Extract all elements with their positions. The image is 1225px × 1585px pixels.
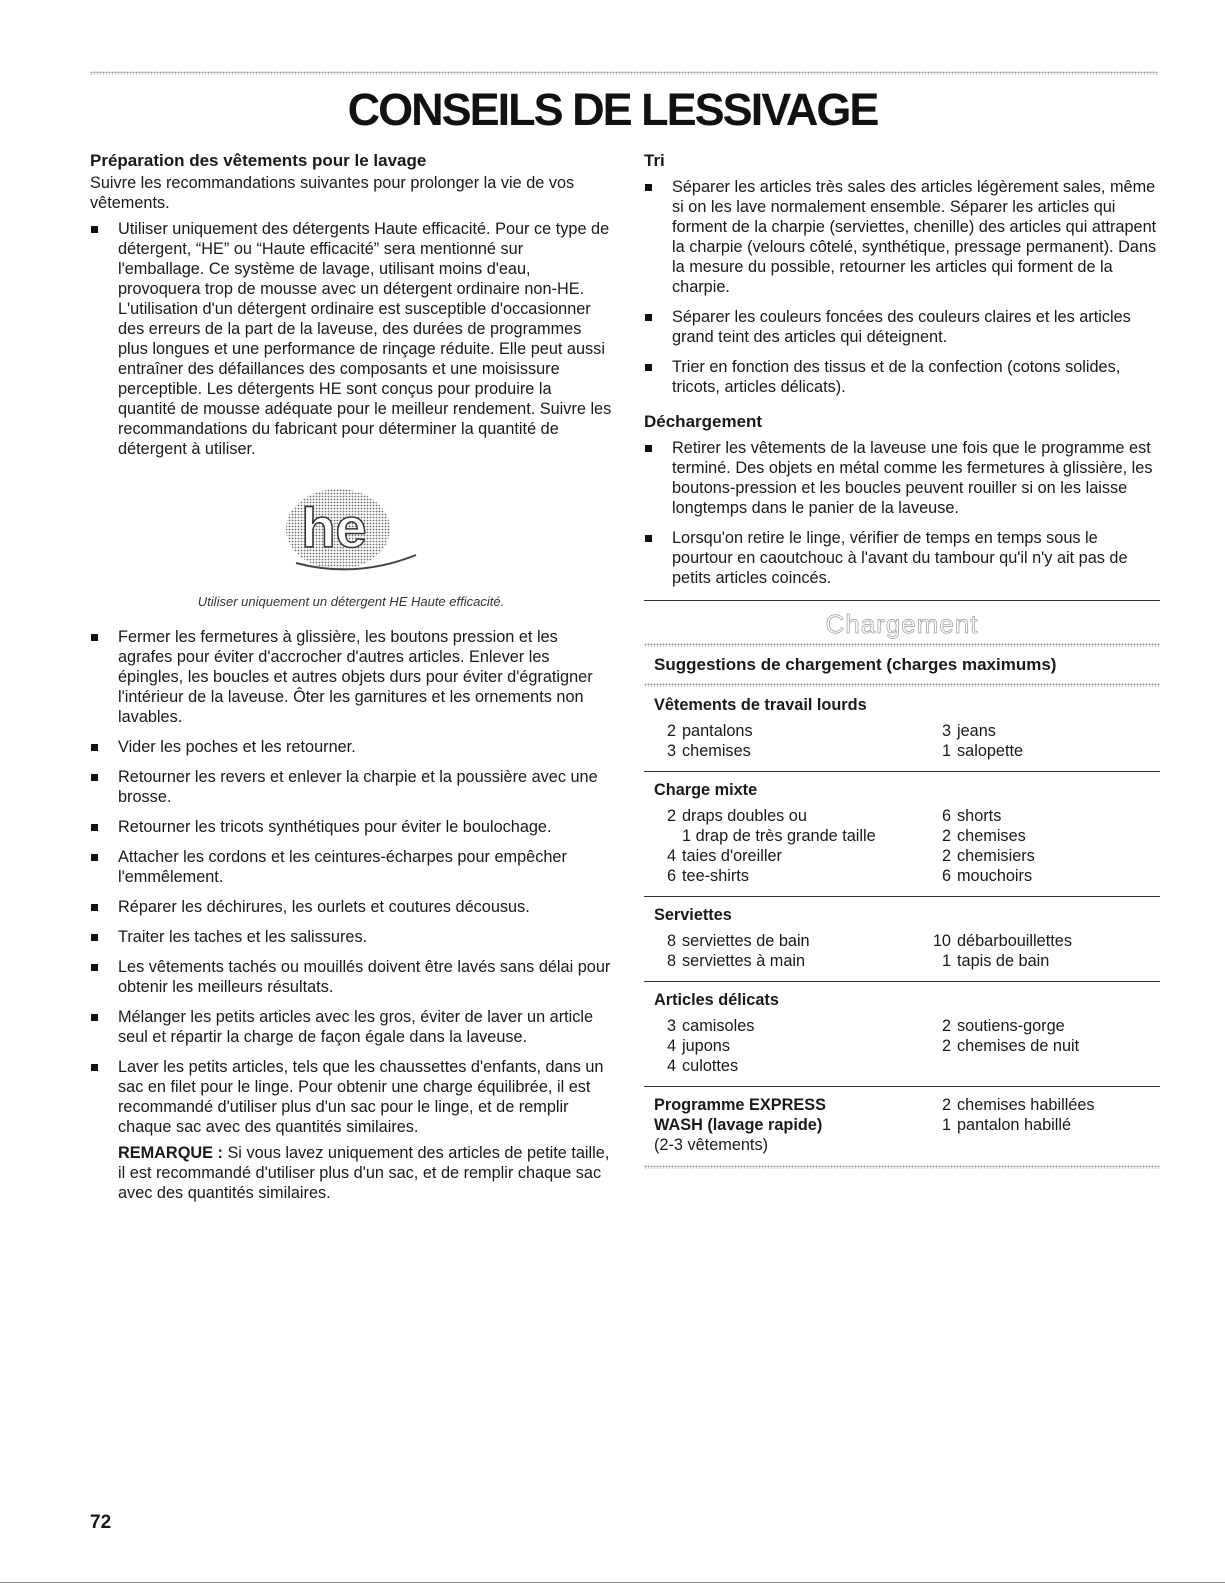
table-row	[654, 951, 1160, 971]
group-title: Vêtements de travail lourds	[654, 696, 867, 714]
group-title: WASH (lavage rapide)	[654, 1116, 823, 1134]
dotted-rule	[644, 1165, 1160, 1169]
quantity: 1	[941, 742, 951, 760]
quantity: 3	[666, 1017, 676, 1035]
item-name: chemisiers	[957, 847, 1035, 865]
item-name: camisoles	[682, 1017, 755, 1035]
item-name: pantalons	[682, 722, 753, 740]
item-name: mouchoirs	[957, 867, 1033, 885]
left-column	[90, 150, 612, 1203]
divider	[644, 600, 1160, 601]
table-row	[654, 1016, 1160, 1036]
item-name: salopette	[957, 742, 1024, 760]
list-item: Mélanger les petits articles avec les gros, éviter de laver un article seul et répartir la charge de façon égale dans la laveuse.	[90, 1007, 612, 1047]
section-heading-dechargement: Déchargement	[644, 412, 763, 431]
list-item: Laver les petits articles, tels que les chaussettes d'enfants, dans un sac en filet pour le linge. Pour obtenir une charge équilibrée, il est recommandé d'utiliser plus d'un sac pour le linge, et de remplir chaque sac avec des quantités similaires.	[90, 1057, 612, 1137]
quantity: 1	[941, 952, 951, 970]
quantity: 2	[941, 847, 951, 865]
page-number: 72	[90, 1512, 112, 1533]
item-name: 1 drap de très grande taille	[682, 827, 876, 845]
he-logo	[90, 483, 612, 588]
table-row	[654, 931, 1160, 951]
list-item: Lorsqu'on retire le linge, vérifier de temps en temps sous le pourtour en caoutchouc à l'avant du tambour qu'il n'y ait pas de petits articles coincés.	[644, 528, 1160, 588]
he-logo-text: he	[301, 496, 367, 559]
group-title: Serviettes	[654, 906, 732, 924]
table-row	[654, 826, 1160, 846]
load-table	[644, 687, 1160, 1169]
list-item: Trier en fonction des tissus et de la confection (cotons solides, tricots, articles délicats).	[644, 357, 1160, 397]
list-item: Vider les poches et les retourner.	[90, 737, 612, 757]
quantity: 2	[941, 1096, 951, 1114]
item-name: shorts	[957, 807, 1002, 825]
group-title: Programme EXPRESS	[654, 1096, 826, 1114]
bottom-rule	[0, 1582, 1225, 1583]
load-group-heavy	[644, 687, 1160, 771]
quantity: 2	[666, 722, 676, 740]
group-title: Charge mixte	[654, 781, 758, 799]
quantity: 6	[941, 807, 951, 825]
chargement-heading: Chargement	[825, 609, 979, 639]
note-text: Si vous lavez uniquement des articles de petite taille, il est recommandé d'utiliser plus d'un sac, et de remplir chaque sac avec des quantités similaires.	[118, 1144, 610, 1202]
quantity: 10	[932, 932, 951, 950]
table-row	[654, 1135, 1160, 1155]
table-row	[654, 806, 1160, 826]
note-paragraph	[90, 1143, 612, 1203]
group-title: Articles délicats	[654, 991, 779, 1009]
note-label: REMARQUE :	[118, 1144, 223, 1162]
quantity: 2	[941, 1037, 951, 1055]
item-name: culottes	[682, 1057, 739, 1075]
list-item: Traiter les taches et les salissures.	[90, 927, 612, 947]
item-name: chemises	[682, 742, 751, 760]
quantity: 2	[941, 827, 951, 845]
he-bullet-list	[90, 219, 612, 459]
page-title: CONSEILS DE LESSIVAGE	[347, 84, 878, 135]
load-group-express	[644, 1087, 1160, 1165]
load-group-towels	[644, 897, 1160, 981]
list-item: Réparer les déchirures, les ourlets et coutures décousus.	[90, 897, 612, 917]
load-group-mixed	[644, 772, 1160, 896]
top-dotted-rule	[90, 71, 1158, 75]
item-name: chemises	[957, 827, 1026, 845]
list-item: Les vêtements tachés ou mouillés doivent être lavés sans délai pour obtenir les meilleurs résultats.	[90, 957, 612, 997]
dechargement-bullet-list	[644, 438, 1160, 588]
section-heading-tri: Tri	[644, 151, 665, 170]
item-name: taies d'oreiller	[682, 847, 782, 865]
item-name: chemises habillées	[957, 1096, 1095, 1114]
quantity: 8	[666, 952, 676, 970]
item-name: serviettes de bain	[682, 932, 810, 950]
he-logo-icon	[276, 483, 426, 583]
load-group-delicates	[644, 982, 1160, 1086]
list-item: Séparer les articles très sales des articles légèrement sales, même si on les lave normalement ensemble. Séparer les articles qui forment de la charpie (serviettes, chenille) des articles qui attrapent la charpie (velours côtelé, synthétique, pressage permanent). Dans la mesure du possible, retourner les articles qui forment de la charpie.	[644, 177, 1160, 297]
table-row	[654, 846, 1160, 866]
item-name: pantalon habillé	[957, 1116, 1072, 1134]
item-name: chemises de nuit	[957, 1037, 1080, 1055]
item-name: débarbouillettes	[957, 932, 1072, 950]
table-row	[654, 1036, 1160, 1056]
table-row	[654, 1056, 1160, 1076]
quantity: 3	[941, 722, 951, 740]
list-item: Retourner les revers et enlever la charpie et la poussière avec une brosse.	[90, 767, 612, 807]
quantity: 6	[941, 867, 951, 885]
logo-caption: Utiliser uniquement un détergent HE Haute efficacité.	[197, 594, 505, 609]
suggestions-title: Suggestions de chargement (charges maximums)	[654, 655, 1057, 674]
quantity: 4	[666, 847, 676, 865]
quantity: 2	[941, 1017, 951, 1035]
quantity: 6	[666, 867, 676, 885]
section-heading-preparation: Préparation des vêtements pour le lavage	[90, 151, 427, 170]
table-row	[654, 741, 1160, 761]
item-name: draps doubles ou	[682, 807, 807, 825]
list-item: Retirer les vêtements de la laveuse une fois que le programme est terminé. Des objets en métal comme les fermetures à glissière, les boutons-pression et les boucles peuvent rouiller si on les laisse longtemps dans le panier de la laveuse.	[644, 438, 1160, 518]
list-item: Fermer les fermetures à glissière, les boutons pression et les agrafes pour éviter d'accrocher d'autres articles. Enlever les épingles, les boucles et autres objets durs pour éviter d'égratigner l'intérieur de la laveuse. Ôter les garnitures et les ornements non lavables.	[90, 627, 612, 727]
tri-bullet-list	[644, 177, 1160, 397]
dotted-rule	[644, 643, 1160, 647]
table-row	[654, 866, 1160, 886]
list-item: Utiliser uniquement des détergents Haute efficacité. Pour ce type de détergent, “HE” ou “Haute efficacité” sera mentionné sur l'emballage. Ce système de lavage, utilisant moins d'eau, provoquera trop de mousse avec un détergent ordinaire non-HE. L'utilisation d'un détergent ordinaire est susceptible d'occasionner des erreurs de la part de la laveuse, des durées de programmes plus longues et une performance de rinçage réduite. Elle peut aussi entraîner des défaillances des composants et une moisissure perceptible. Les détergents HE sont conçus pour produire la quantité de mousse adéquate pour le meilleur rendement. Suivre les recommandations du fabricant pour déterminer la quantité de détergent à utiliser.	[90, 219, 612, 459]
list-item: Retourner les tricots synthétiques pour éviter le boulochage.	[90, 817, 612, 837]
quantity: 2	[666, 807, 676, 825]
quantity: 8	[666, 932, 676, 950]
right-column	[644, 150, 1160, 1169]
item-name: soutiens-gorge	[957, 1017, 1065, 1035]
quantity: 4	[666, 1037, 676, 1055]
list-item: Attacher les cordons et les ceintures-écharpes pour empêcher l'emmêlement.	[90, 847, 612, 887]
preparation-bullet-list	[90, 627, 612, 1137]
intro-paragraph: Suivre les recommandations suivantes pour prolonger la vie de vos vêtements.	[90, 174, 575, 212]
table-row	[654, 1095, 1160, 1115]
table-row	[654, 1115, 1160, 1135]
group-subtitle: (2-3 vêtements)	[654, 1136, 769, 1154]
item-name: jeans	[957, 722, 996, 740]
list-item: Séparer les couleurs foncées des couleurs claires et les articles grand teint des articles qui déteignent.	[644, 307, 1160, 347]
quantity: 4	[666, 1057, 676, 1075]
quantity: 1	[941, 1116, 951, 1134]
item-name: tapis de bain	[957, 952, 1050, 970]
item-name: serviettes à main	[682, 952, 806, 970]
item-name: jupons	[682, 1037, 730, 1055]
table-row	[654, 721, 1160, 741]
item-name: tee-shirts	[682, 867, 749, 885]
quantity: 3	[666, 742, 676, 760]
